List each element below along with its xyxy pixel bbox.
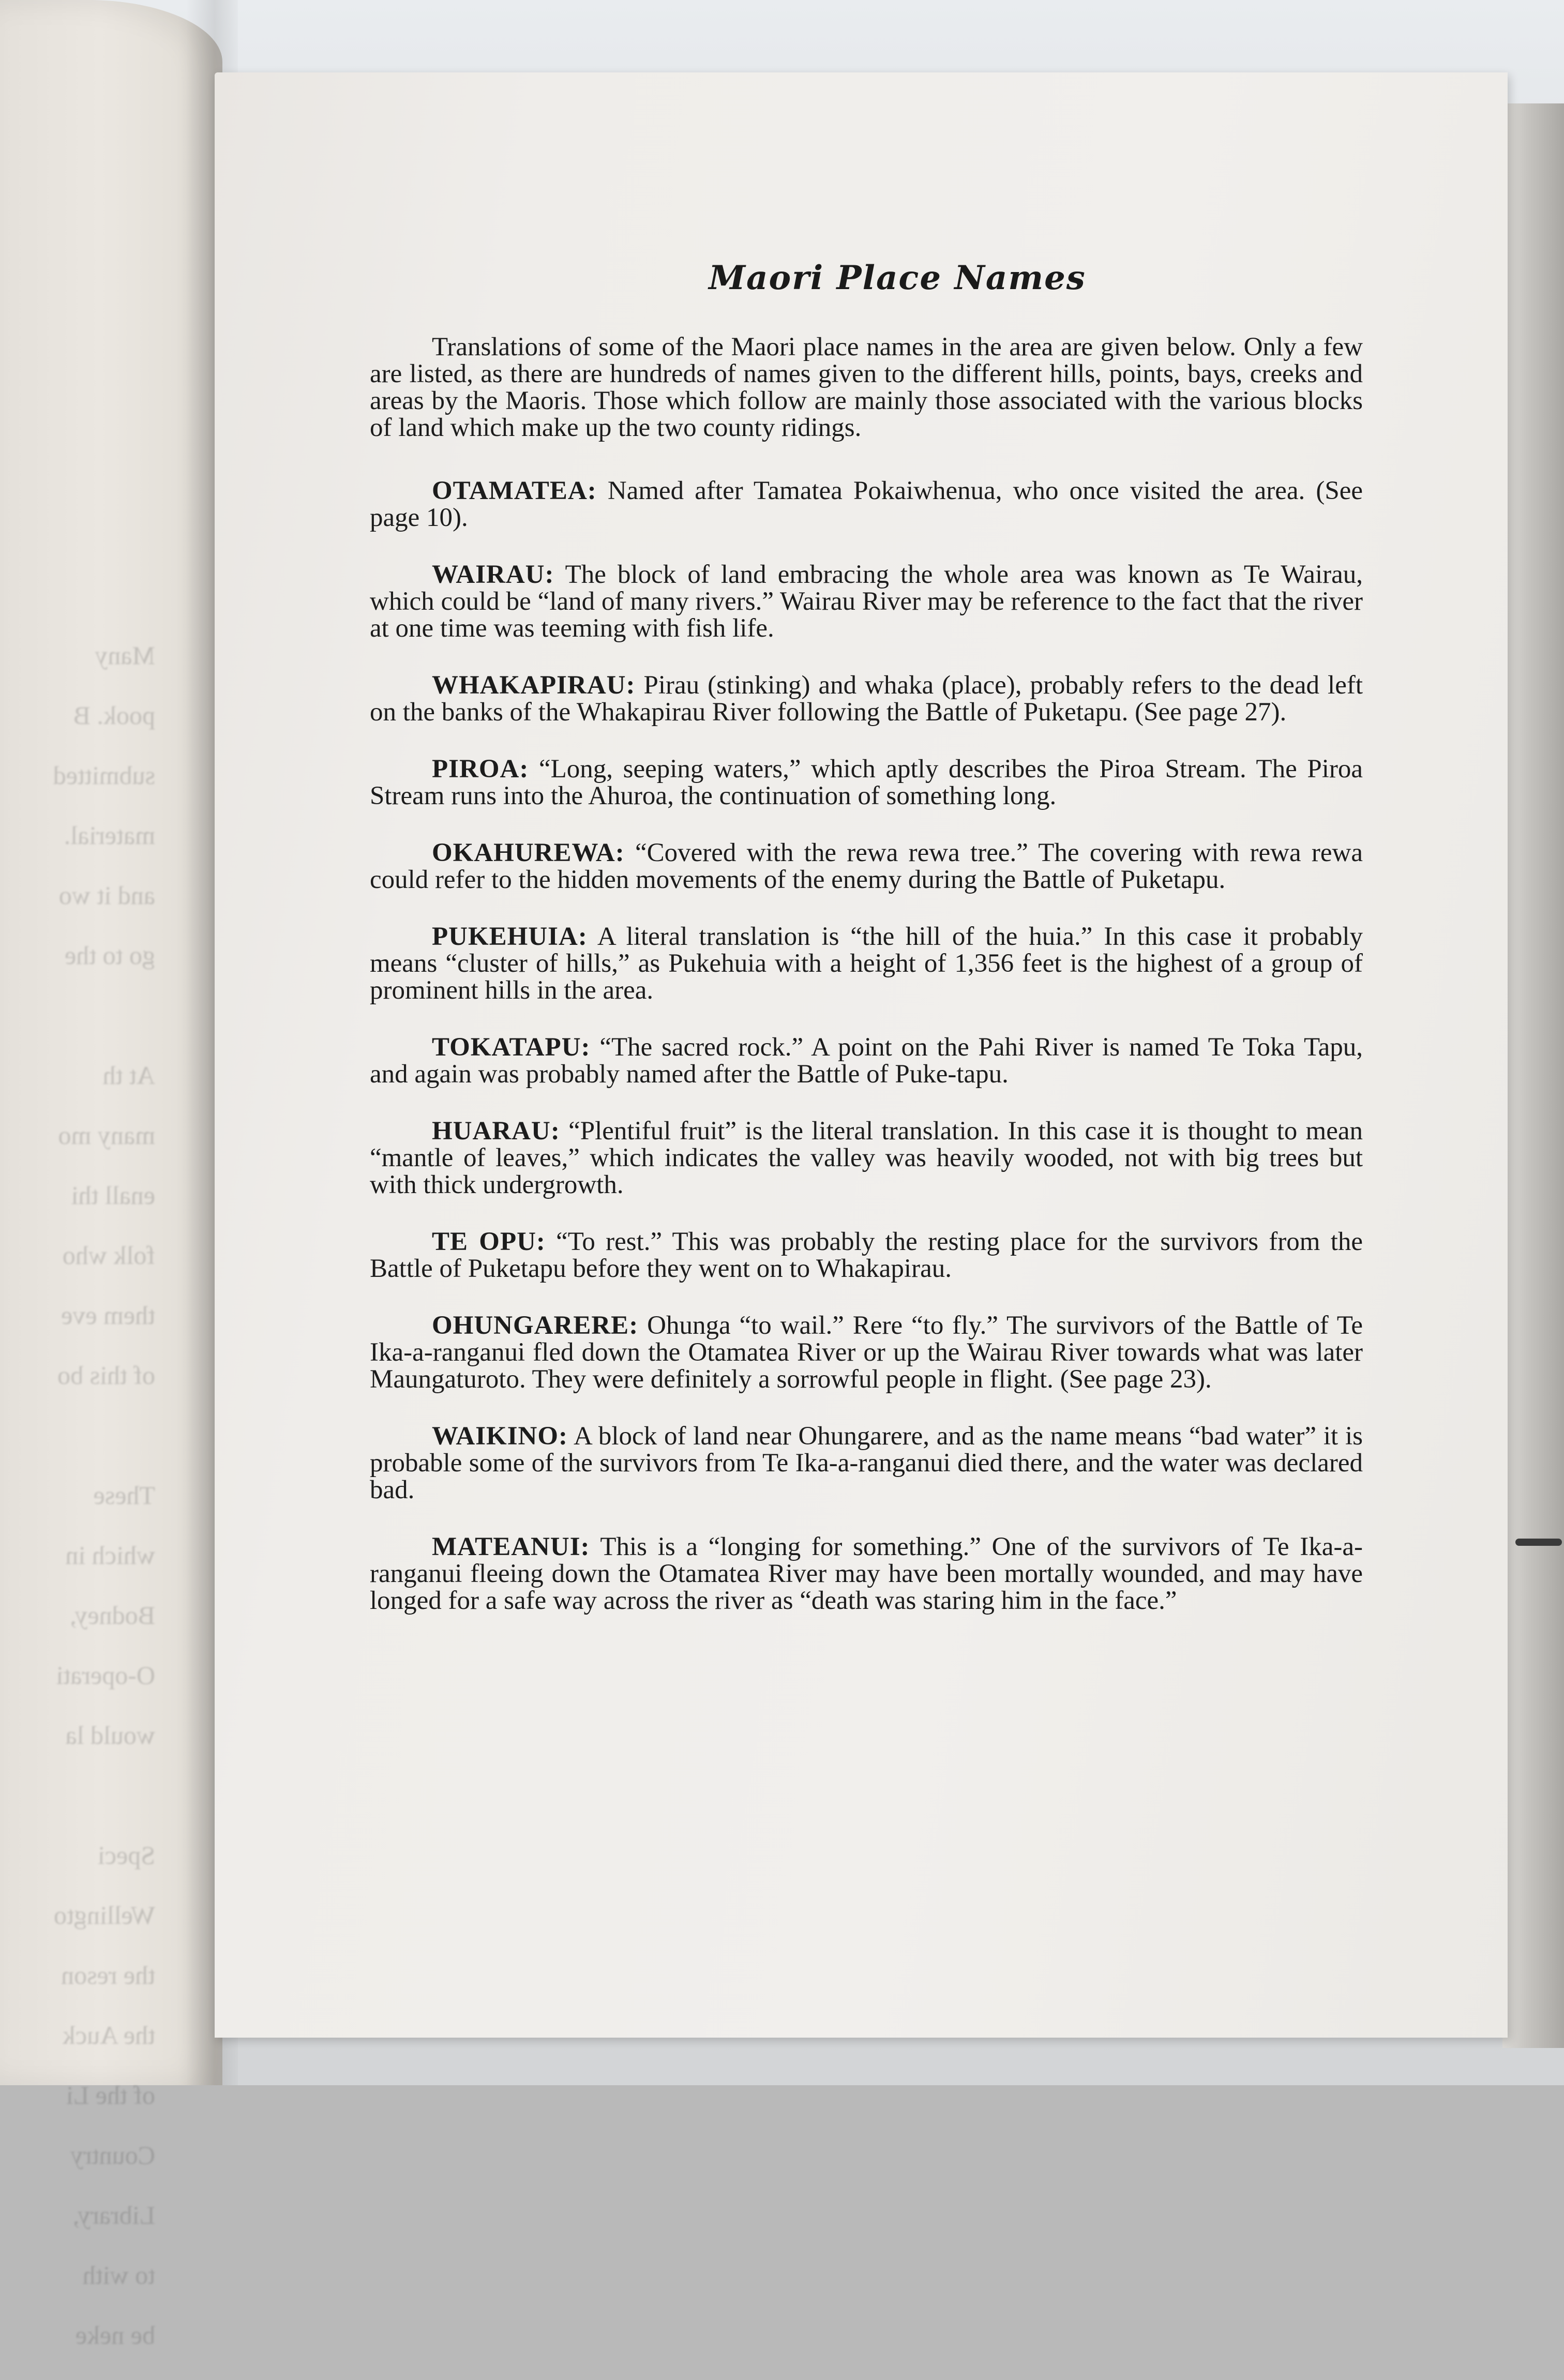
bleed-line: be neke bbox=[75, 2321, 155, 2349]
place-name-entry bbox=[370, 1423, 1363, 1503]
bleed-line: to with bbox=[82, 2261, 155, 2289]
intro-paragraph: Translations of some of the Maori place names in the area are given below. Only a few are listed, as there are hundreds of names given to the different hills, points, bays, creeks and areas by the Maoris. Those which follow are mainly those associated with the various blocks of land which make up the two county ridings. bbox=[370, 333, 1363, 442]
entry-term: PUKEHUIA: bbox=[432, 922, 588, 951]
bleed-line: folk who bbox=[62, 1241, 155, 1270]
entry-term: OHUNGARERE: bbox=[432, 1311, 639, 1340]
bleed-line: submitted bbox=[53, 761, 155, 790]
bleed-line bbox=[0, 1000, 155, 1030]
bleed-line: of this bo bbox=[57, 1361, 155, 1390]
bleed-line: O-operati bbox=[56, 1661, 155, 1690]
page-stack-edge bbox=[1502, 103, 1564, 2048]
page-content bbox=[370, 259, 1363, 1644]
entry-text: The block of land embracing the whole area was known as Te Wairau, which could be “land of many rivers.” Wairau River may be reference to the fact that the river at one time was teeming with fish life. bbox=[370, 560, 1363, 643]
entry-text: “Long, seeping waters,” which aptly describes the Piroa Stream. The Piroa Stream runs into the Ahuroa, the continuation of something long. bbox=[370, 755, 1363, 810]
entry-text: This is a “longing for something.” One of the survivors of Te Ika-a-ranganui fleeing down the Otamatea River may have been mortally wounded, and may have longed for a safe way across the river as “death was staring him in the face.” bbox=[370, 1532, 1363, 1615]
entry-term: PIROA: bbox=[432, 755, 529, 784]
bleed-line: of the Li bbox=[66, 2081, 155, 2110]
entry-term: MATEANUI: bbox=[432, 1532, 590, 1561]
bleed-line: go to the bbox=[65, 941, 155, 970]
bleed-line: Bodney, bbox=[70, 1601, 155, 1630]
bleed-line: Wellingto bbox=[54, 1901, 155, 1930]
place-name-entry bbox=[370, 1533, 1363, 1614]
bleed-line: pook. B bbox=[73, 701, 155, 730]
left-page-bleed-through-text bbox=[0, 610, 155, 2380]
bleed-line: Library, bbox=[72, 2201, 155, 2230]
bleed-line: Speci bbox=[97, 1841, 155, 1870]
bleed-line: many mo bbox=[58, 1121, 155, 1150]
place-name-entry bbox=[370, 756, 1363, 809]
entry-term: WAIKINO: bbox=[432, 1422, 568, 1451]
entry-text: “Covered with the rewa rewa tree.” The covering with rewa rewa could refer to the hidden movements of the enemy during the Battle of Puketapu. bbox=[370, 838, 1363, 894]
place-name-entry bbox=[370, 1118, 1363, 1198]
entry-text: “To rest.” This was probably the resting place for the survivors from the Battle of Puketapu before they went on to Whakapirau. bbox=[370, 1227, 1363, 1283]
entry-term: TE OPU: bbox=[432, 1227, 546, 1256]
bleed-line: material. bbox=[64, 821, 155, 850]
entry-term: WHAKAPIRAU: bbox=[432, 671, 636, 700]
page-title: Maori Place Names bbox=[709, 259, 1086, 297]
entry-text: “Plentiful fruit” is the literal translation. In this case it is thought to mean “mantle of leaves,” which indicates the valley was heavily wooded, not with big trees but with thick undergrowth. bbox=[370, 1117, 1363, 1199]
page-edge-mark bbox=[1515, 1539, 1562, 1546]
bleed-line: the Auck bbox=[62, 2021, 155, 2050]
place-name-entry bbox=[370, 923, 1363, 1004]
bleed-line: These bbox=[93, 1481, 155, 1510]
entry-text: A literal translation is “the hill of the huia.” In this case it probably means “cluster of hills,” as Pukehuia with a height of 1,356 feet is the highest of a group of prominent hills in the area. bbox=[370, 922, 1363, 1005]
entry-term: OKAHUREWA: bbox=[432, 838, 625, 867]
entry-text: Named after Tamatea Pokaiwhenua, who once visited the area. (See page 10). bbox=[370, 476, 1363, 532]
place-name-entry bbox=[370, 672, 1363, 726]
bleed-line: At th bbox=[102, 1061, 155, 1090]
bleed-line: enall thi bbox=[71, 1181, 155, 1210]
bleed-line: the reson bbox=[61, 1961, 155, 1990]
place-name-entry bbox=[370, 561, 1363, 642]
entry-term: TOKATAPU: bbox=[432, 1033, 591, 1062]
bleed-line: Many bbox=[95, 641, 155, 670]
bleed-line bbox=[0, 1420, 155, 1450]
place-name-entry bbox=[370, 1228, 1363, 1282]
entry-term: HUARAU: bbox=[432, 1117, 560, 1146]
bleed-line: Country bbox=[70, 2141, 155, 2170]
entry-term: OTAMATEA: bbox=[432, 476, 597, 505]
bleed-line: would la bbox=[65, 1721, 155, 1750]
entry-text: Pirau (stinking) and whaka (place), probably refers to the dead left on the banks of the Whakapirau River following the Battle of Puketapu. (See page 27). bbox=[370, 671, 1363, 727]
entry-text: “The sacred rock.” A point on the Pahi River is named Te Toka Tapu, and again was probably named after the Battle of Puke-tapu. bbox=[370, 1033, 1363, 1089]
place-name-entry bbox=[370, 477, 1363, 531]
entry-term: WAIRAU: bbox=[432, 560, 554, 589]
bleed-line bbox=[0, 1780, 155, 1810]
bleed-line: which in bbox=[65, 1541, 155, 1570]
bleed-line: and it wo bbox=[58, 881, 155, 910]
place-name-entry bbox=[370, 839, 1363, 893]
place-name-entry bbox=[370, 1034, 1363, 1088]
entry-text: A block of land near Ohungarere, and as the name means “bad water” it is probable some of the survivors from Te Ika-a-ranganui died there, and the water was declared bad. bbox=[370, 1422, 1363, 1504]
entry-text: Ohunga “to wail.” Rere “to fly.” The survivors of the Battle of Te Ika-a-ranganui fled down the Otamatea River or up the Wairau River towards what was later Maungaturoto. They were definitely a sorrowful people in flight. (See page 23). bbox=[370, 1311, 1363, 1394]
bleed-line: them eve bbox=[61, 1301, 155, 1330]
place-name-entry bbox=[370, 1312, 1363, 1393]
